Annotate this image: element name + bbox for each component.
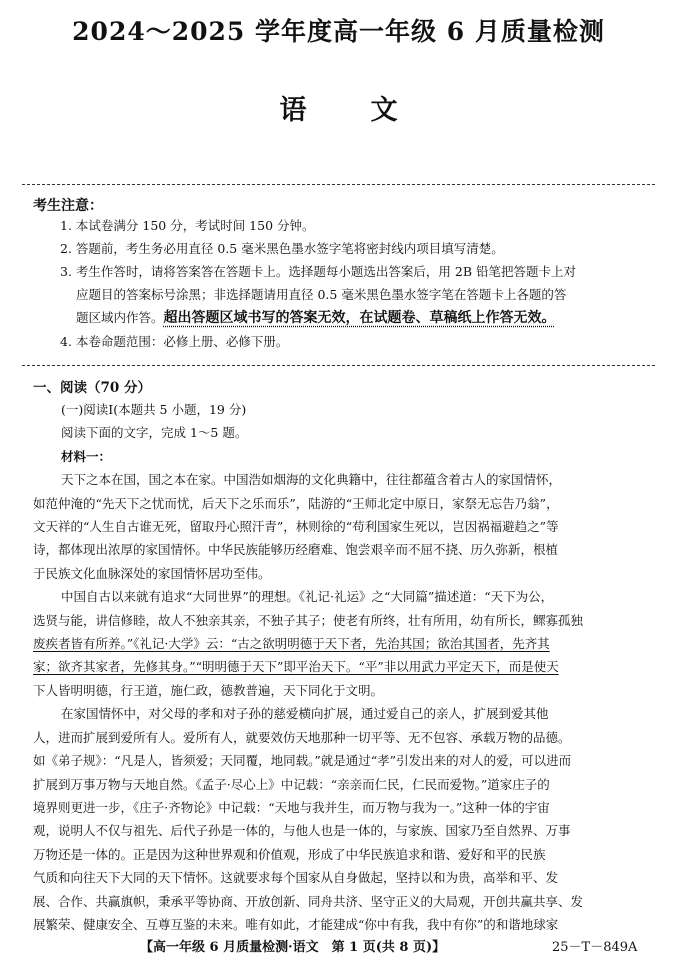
paragraph-line: 人，进而扩展到爱所有人。爱所有人，就要效仿天地那种一切平等、无不包容、承载万物的品德。: [33, 729, 571, 745]
notice-emphasis: 超出答题区域书写的答案无效，在试题卷、草稿纸上作答无效。: [163, 310, 556, 326]
paragraph-line: 选贤与能，讲信修睦，故人不独亲其亲，不独子其子；使老有所终，壮有所用，幼有所长，鳏寡孤独: [33, 612, 584, 628]
subject-title: 语文: [279, 95, 462, 126]
paragraph-line: 观，说明人不仅与祖先、后代子孙是一体的，与他人也是一体的，与家族、国家乃至自然界、万事: [33, 823, 571, 839]
notice-item-1: 1. 本试卷满分 150 分，考试时间 150 分钟。: [60, 218, 315, 233]
notice-list: [60, 214, 650, 353]
footer-code: 25－T－849A: [552, 940, 638, 955]
paragraph-line: 万物还是一体的。正是因为这种世界观和价值观，形成了中华民族追求和谐、爱好和平的民族: [33, 846, 546, 862]
notice-item-3-cont2: [60, 306, 650, 330]
paragraph-line: 诗，都体现出浓厚的家国情怀。中华民族能够历经磨难、饱尝艰辛而不屈不挠、历久弥新，根植: [33, 542, 559, 558]
instruction: 阅读下面的文字，完成 1～5 题。: [61, 425, 248, 441]
paragraph-line-underlined: 废疾者皆有所养。”《礼记·大学》云：“古之欲明明德于天下者，先治其国；欲治其国者，先齐其: [33, 636, 550, 652]
notice-heading: 考生注意：: [33, 198, 103, 214]
paragraph-line: 如《弟子规》：“凡是人，皆须爱；天同覆，地同载。”就是通过“孝”引发出来的对人的爱，可以进而: [33, 753, 572, 769]
notice-item-3-tail: 题区域内作答。: [76, 310, 164, 325]
paragraph-line: 下人皆明明德，行王道，施仁政，德教普遍，天下同化于文明。: [33, 682, 384, 698]
paragraph-line: 在家国情怀中，对父母的孝和对子孙的慈爱横向扩展，通过爱自己的亲人，扩展到爱其他: [61, 706, 549, 722]
material-label: 材料一：: [61, 448, 112, 464]
paragraph-line: 扩展到万事万物与天地自然。《孟子·尽心上》中记载：“亲亲而仁民，仁民而爱物。”道家庄子的: [33, 776, 550, 792]
divider-bottom: [22, 365, 655, 366]
paragraph-line: 如范仲淹的“先天下之忧而忧，后天下之乐而乐”，陆游的“王师北定中原日，家祭无忘告乃翁”，: [33, 495, 559, 511]
section-heading: 一、阅读（70 分）: [33, 380, 151, 396]
reading-body: [33, 398, 655, 936]
exam-title: 2024～2025 学年度高一年级 6 月质量检测: [72, 17, 605, 46]
paragraph-line: 文天祥的“人生自古谁无死，留取丹心照汗青”，林则徐的“苟利国家生死以，岂因祸福避趋之”等: [33, 519, 559, 535]
paragraph-line: 展繁荣、健康安全、互尊互鉴的未来。唯有如此，才能建成“你中有我，我中有你”的和谐地球家: [33, 916, 559, 932]
paragraph-line: 于民族文化血脉深处的家国情怀居功至伟。: [33, 565, 271, 581]
notice-item-4: 4. 本卷命题范围：必修上册、必修下册。: [60, 334, 289, 349]
footer-page-info: 【高一年级 6 月质量检测·语文 第 1 页(共 8 页)】: [140, 940, 446, 955]
paragraph-line: 气质和向往天下大同的天下情怀。这就要求每个国家从自身做起，坚持以和为贵，高举和平、发: [33, 870, 559, 886]
paragraph-line: 展、合作、共赢旗帜，秉承平等协商、开放创新、同舟共济、坚守正义的大局观，开创共赢共享、发: [33, 893, 584, 909]
notice-item-3: 3. 考生作答时，请将答案答在答题卡上。选择题每小题选出答案后，用 2B 铅笔把答题卡上对: [60, 264, 576, 279]
paragraph-line: 天下之本在国，国之本在家。中国浩如烟海的文化典籍中，往往都蕴含着古人的家国情怀，: [61, 472, 562, 488]
subsection-heading: (一)阅读Ⅰ(本题共 5 小题，19 分): [61, 402, 247, 417]
paragraph-line-underlined: 家；欲齐其家者，先修其身。”“明明德于天下”即平治天下。“平”非以用武力平定天下，而是使天: [33, 659, 559, 675]
paragraph-line: 境界则更进一步，《庄子·齐物论》中记载：“天地与我并生，而万物与我为一。”这种一体的宇宙: [33, 799, 550, 815]
divider-top: [22, 184, 655, 185]
paragraph-line: 中国自古以来就有追求“大同世界”的理想。《礼记·礼运》之“大同篇”描述道：“天下为公，: [61, 589, 554, 605]
notice-item-2: 2. 答题前，考生务必用直径 0.5 毫米黑色墨水签字笔将密封线内项目填写清楚。: [60, 241, 504, 256]
notice-item-3-cont: 应题目的答案标号涂黑；非选择题请用直径 0.5 毫米黑色墨水签字笔在答题卡上各题的答: [76, 287, 567, 302]
